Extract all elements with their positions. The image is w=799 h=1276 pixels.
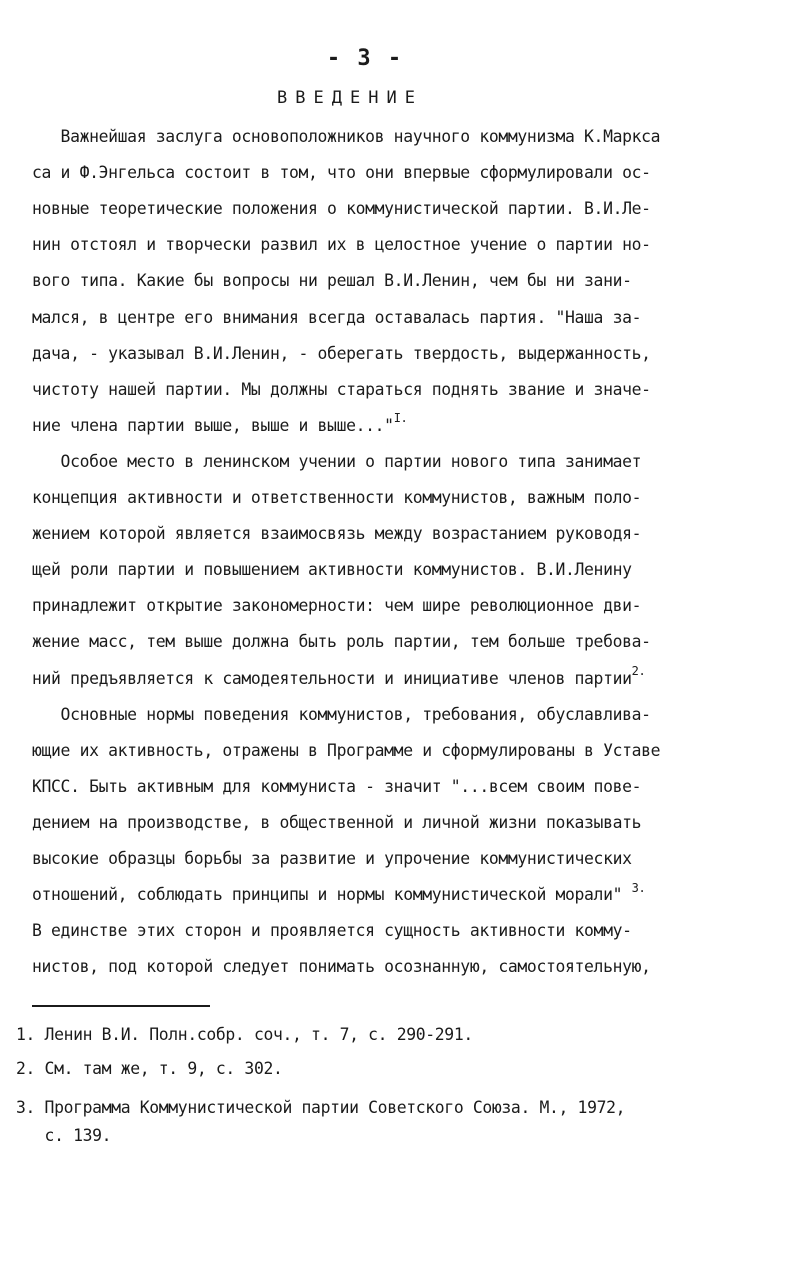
text-line-content: ний предъявляется к самодеятельности и инициативе членов партии (32, 668, 632, 688)
text-line (32, 704, 651, 726)
text-line (32, 234, 651, 256)
text-line-content: нистов, под которой следует понимать осознанную, самостоятельную, (32, 957, 651, 977)
text-line-content: принадлежит открытие закономерности: чем шире революционное дви- (32, 596, 642, 616)
text-line (32, 307, 641, 329)
text-line (32, 126, 660, 148)
text-line (32, 198, 651, 220)
text-line-content: чистоту нашей партии. Мы должны стараться поднять звание и значе- (32, 379, 651, 399)
text-line (32, 270, 632, 292)
text-line (32, 956, 651, 978)
text-line-content: отношений, соблюдать принципы и нормы коммунистической морали" (32, 885, 632, 905)
text-line (32, 343, 651, 365)
text-line (32, 848, 632, 870)
page-title: ВВЕДЕНИЕ (277, 88, 423, 108)
text-line (32, 812, 641, 834)
text-line (32, 559, 632, 581)
footnote-ref: 3. (631, 880, 646, 895)
text-line (32, 740, 660, 762)
text-line-content: дением на производстве, в общественной и личной жизни показывать (32, 812, 642, 832)
text-line (32, 631, 651, 653)
text-line (32, 523, 641, 545)
text-line (32, 595, 641, 617)
footnote-divider (32, 1005, 210, 1007)
footnote-line: с. 139. (16, 1126, 112, 1145)
text-line (32, 664, 646, 690)
text-line (32, 411, 408, 437)
footnote-ref: 2. (631, 664, 646, 679)
footnote-line: 1. Ленин В.И. Полн.собр. соч., т. 7, с. 290-291. (16, 1025, 473, 1044)
text-line-content: концепция активности и ответственности коммунистов, важным поло- (32, 488, 642, 507)
text-line-content: щей роли партии и повышением активности коммунистов. В.И.Ленину (32, 560, 632, 580)
text-line (32, 162, 651, 184)
text-line-content: са и Ф.Энгельса состоит в том, что они впервые сформулировали ос- (32, 163, 651, 183)
text-line (32, 451, 641, 473)
text-line-content: Важнейшая заслуга основоположников научного коммунизма К.Маркса (32, 127, 661, 146)
text-line-content: новные теоретические положения о коммунистической партии. В.И.Ле- (32, 199, 651, 219)
text-line-content: нин отстоял и творчески развил их в целостное учение о партии но- (32, 235, 651, 255)
text-line (32, 880, 646, 906)
text-line-content: вого типа. Какие бы вопросы ни решал В.И.Ленин, чем бы ни зани- (32, 271, 632, 291)
text-line (32, 920, 632, 942)
footnote-ref: I. (393, 411, 408, 426)
footnote-line: 2. См. там же, т. 9, с. 302. (16, 1059, 283, 1078)
page-number: - 3 - (326, 46, 404, 71)
text-line-content: жением которой является взаимосвязь между возрастанием руководя- (32, 524, 642, 544)
text-line-content: ние члена партии выше, выше и выше..." (32, 415, 394, 435)
text-line-content: Основные нормы поведения коммунистов, требования, обуславлива- (32, 704, 651, 724)
text-line-content: дача, - указывал В.И.Ленин, - оберегать твердость, выдержанность, (32, 343, 651, 363)
text-line (32, 487, 641, 509)
text-line-content: ющие их активность, отражены в Программе и сформулированы в Уставе (32, 740, 661, 760)
text-line-content: КПСС. Быть активным для коммуниста - значит "...всем своим пове- (32, 776, 642, 796)
text-line-content: жение масс, тем выше должна быть роль партии, тем больше требова- (32, 632, 651, 652)
footnote-line: 3. Программа Коммунистической партии Советского Союза. М., 1972, (16, 1098, 626, 1117)
text-line-content: Особое место в ленинском учении о партии нового типа занимает (32, 451, 642, 471)
text-line-content: мался, в центре его внимания всегда оставалась партия. "Наша за- (32, 307, 642, 327)
text-line (32, 379, 651, 401)
text-line-content: В единстве этих сторон и проявляется сущность активности комму- (32, 921, 632, 941)
text-line (32, 776, 641, 798)
text-line-content: высокие образцы борьбы за развитие и упрочение коммунистических (32, 849, 632, 868)
